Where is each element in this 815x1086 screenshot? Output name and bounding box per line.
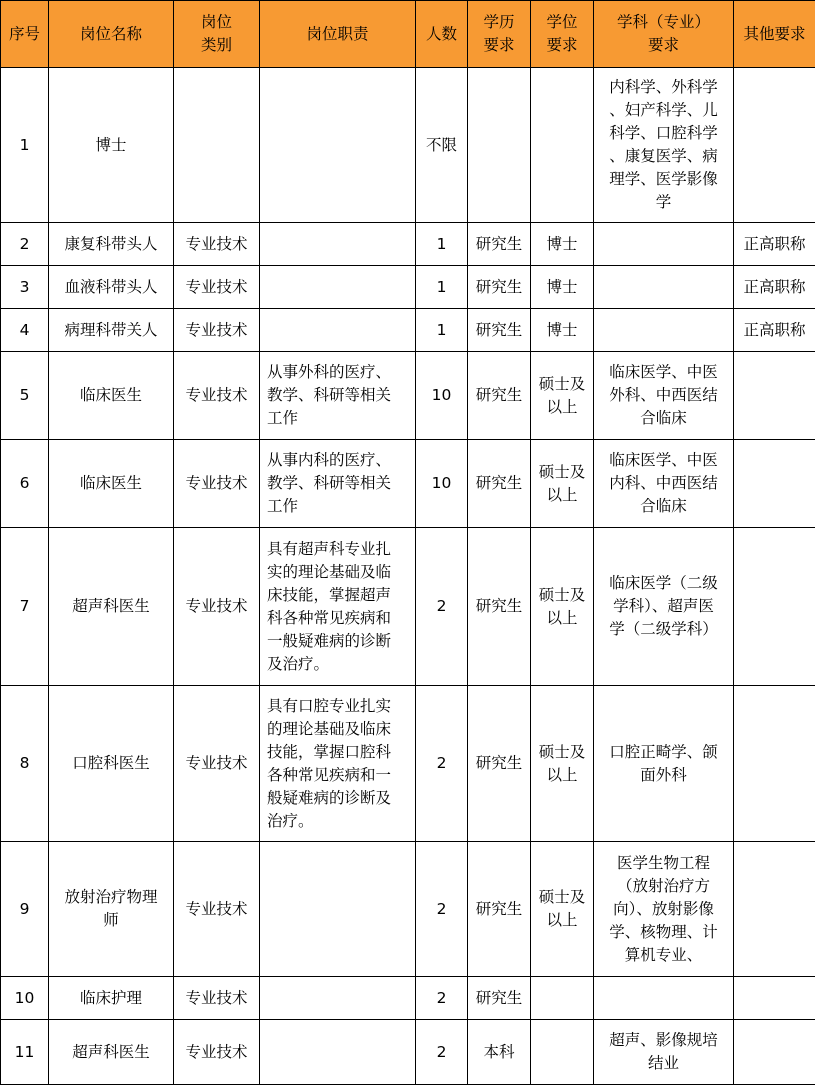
header-row	[1, 1, 815, 68]
cell-count: 2	[416, 686, 468, 842]
cell-duty	[260, 842, 416, 977]
cell-count: 1	[416, 223, 468, 266]
cell-education: 研究生	[468, 686, 531, 842]
cell-major	[594, 977, 734, 1020]
cell-seq: 11	[1, 1020, 49, 1085]
cell-name-line: 临床医生	[79, 386, 142, 404]
cell-major	[594, 528, 734, 686]
cell-major-line: 内科学、外科学	[609, 78, 718, 96]
cell-category	[174, 68, 260, 223]
table-row	[1, 842, 815, 977]
cell-degree-line: 硕士及	[538, 374, 586, 393]
cell-duty-line: 及治疗。	[267, 654, 330, 673]
cell-other	[734, 1020, 815, 1085]
header-category-line: 岗位	[200, 13, 232, 31]
header-count: 人数	[416, 1, 468, 68]
cell-duty-line: 工作	[267, 497, 299, 515]
cell-name	[49, 440, 174, 528]
cell-degree	[531, 68, 594, 223]
cell-category: 专业技术	[174, 309, 260, 352]
table-row	[1, 528, 815, 686]
cell-major-line: 临床医学、中医	[609, 451, 718, 469]
cell-name-line: 超声科医生	[72, 597, 150, 615]
cell-major-line: 外科、中西医结	[609, 386, 718, 404]
cell-major	[594, 266, 734, 309]
cell-name	[49, 309, 174, 352]
cell-education: 研究生	[468, 352, 531, 440]
cell-other	[734, 352, 815, 440]
cell-major-line: 结业	[647, 1054, 679, 1072]
cell-seq: 9	[1, 842, 49, 977]
cell-education: 研究生	[468, 223, 531, 266]
cell-other	[734, 68, 815, 223]
cell-degree	[531, 1020, 594, 1085]
header-other: 其他要求	[734, 1, 815, 68]
cell-duty-line: 工作	[267, 409, 299, 427]
cell-seq: 1	[1, 68, 49, 223]
cell-duty	[260, 977, 416, 1020]
cell-major-line: 合临床	[640, 497, 687, 515]
cell-count: 10	[416, 440, 468, 528]
cell-duty	[260, 266, 416, 309]
cell-category: 专业技术	[174, 440, 260, 528]
cell-category: 专业技术	[174, 223, 260, 266]
cell-major-line: 学科）、超声医	[613, 597, 714, 615]
cell-seq: 2	[1, 223, 49, 266]
cell-degree-line: 以上	[546, 485, 578, 504]
cell-degree	[531, 352, 594, 440]
cell-duty-line: 具有口腔专业扎实	[267, 696, 392, 715]
cell-duty-line: 般疑难病的诊断及	[267, 788, 392, 807]
cell-count: 不限	[416, 68, 468, 223]
cell-duty	[260, 440, 416, 528]
cell-count: 10	[416, 352, 468, 440]
cell-name-line: 口腔科医生	[72, 754, 150, 772]
cell-degree	[531, 842, 594, 977]
cell-category: 专业技术	[174, 528, 260, 686]
cell-degree-line: 以上	[546, 397, 578, 416]
cell-duty	[260, 352, 416, 440]
header-major-line: 要求	[647, 36, 679, 54]
cell-other	[734, 686, 815, 842]
cell-other	[734, 842, 815, 977]
header-major-line: 学科（专业）	[616, 13, 710, 31]
cell-other: 正高职称	[734, 309, 815, 352]
header-education-line: 要求	[483, 36, 515, 54]
cell-name-line: 临床医生	[79, 474, 142, 492]
cell-duty-line: 从事内科的医疗、	[267, 451, 392, 469]
cell-count: 2	[416, 977, 468, 1020]
table-row	[1, 309, 815, 352]
cell-major-line: 内科、中西医结	[609, 474, 718, 492]
table-row	[1, 223, 815, 266]
cell-major-line: 、康复医学、病	[609, 147, 718, 165]
header-duty: 岗位职责	[260, 1, 416, 68]
cell-count: 2	[416, 842, 468, 977]
cell-name-line: 康复科带头人	[64, 234, 158, 253]
cell-major-line: 、妇产科学、儿	[609, 101, 718, 119]
cell-duty-line: 具有超声科专业扎	[267, 539, 392, 558]
cell-education	[468, 68, 531, 223]
cell-major-line: 算机专业、	[624, 945, 703, 964]
cell-degree-line: 以上	[546, 608, 578, 627]
cell-education: 研究生	[468, 440, 531, 528]
header-degree-line: 要求	[546, 36, 578, 54]
cell-name	[49, 266, 174, 309]
table-row	[1, 1020, 815, 1085]
cell-education: 研究生	[468, 528, 531, 686]
cell-duty	[260, 1020, 416, 1085]
cell-major-line: 向）、放射影像	[613, 899, 714, 918]
cell-name	[49, 528, 174, 686]
header-category	[174, 1, 260, 68]
cell-duty-line: 技能，掌握口腔科	[267, 742, 392, 761]
table-row	[1, 266, 815, 309]
cell-education: 研究生	[468, 309, 531, 352]
cell-major	[594, 1020, 734, 1085]
cell-degree-line: 硕士及	[538, 585, 586, 604]
cell-major-line: 学（二级学科）	[609, 620, 718, 638]
cell-duty-line: 治疗。	[267, 811, 314, 830]
cell-major	[594, 440, 734, 528]
header-category-line: 类别	[200, 36, 232, 54]
cell-major-line: 学、核物理、计	[609, 922, 718, 941]
cell-seq: 7	[1, 528, 49, 686]
cell-other: 正高职称	[734, 223, 815, 266]
header-education-line: 学历	[483, 13, 515, 31]
cell-duty	[260, 686, 416, 842]
cell-count: 2	[416, 528, 468, 686]
cell-major-line: 口腔正畸学、颌	[609, 742, 718, 761]
cell-duty-line: 各种常见疾病和一	[267, 765, 392, 784]
cell-duty-line: 科各种常见疾病和	[267, 608, 392, 627]
cell-degree-line: 博士	[546, 320, 578, 339]
cell-major-line: 合临床	[640, 409, 687, 427]
cell-degree	[531, 977, 594, 1020]
header-name: 岗位名称	[49, 1, 174, 68]
header-degree	[531, 1, 594, 68]
cell-category: 专业技术	[174, 686, 260, 842]
cell-category: 专业技术	[174, 266, 260, 309]
cell-name	[49, 686, 174, 842]
cell-major	[594, 352, 734, 440]
cell-name-line: 放射治疗物理	[64, 888, 158, 906]
cell-seq: 5	[1, 352, 49, 440]
cell-degree	[531, 309, 594, 352]
cell-count: 1	[416, 266, 468, 309]
cell-duty-line: 教学、科研等相关	[267, 474, 392, 492]
cell-name-line: 病理科带关人	[64, 320, 158, 339]
cell-degree	[531, 223, 594, 266]
cell-degree-line: 博士	[546, 277, 578, 296]
cell-duty	[260, 223, 416, 266]
header-seq: 序号	[1, 1, 49, 68]
cell-name-line: 师	[103, 911, 119, 929]
cell-seq: 6	[1, 440, 49, 528]
cell-seq: 4	[1, 309, 49, 352]
cell-major	[594, 842, 734, 977]
cell-degree	[531, 528, 594, 686]
cell-major-line: 学	[655, 193, 672, 211]
cell-major	[594, 686, 734, 842]
cell-major-line: 临床医学、中医	[609, 363, 718, 381]
cell-other	[734, 440, 815, 528]
table-row	[1, 686, 815, 842]
cell-category: 专业技术	[174, 842, 260, 977]
cell-name-line: 超声科医生	[72, 1042, 150, 1061]
cell-count: 1	[416, 309, 468, 352]
cell-major	[594, 309, 734, 352]
cell-other: 正高职称	[734, 266, 815, 309]
header-major	[594, 1, 734, 68]
cell-major	[594, 223, 734, 266]
cell-degree	[531, 266, 594, 309]
cell-major-line: 科学、口腔科学	[609, 124, 718, 142]
cell-seq: 3	[1, 266, 49, 309]
cell-duty-line: 床技能，掌握超声	[267, 585, 392, 604]
table-body	[1, 68, 815, 1085]
cell-major-line: 理学、医学影像	[609, 170, 718, 188]
cell-degree-line: 硕士及	[538, 462, 586, 481]
header-degree-line: 学位	[546, 13, 578, 31]
cell-seq: 8	[1, 686, 49, 842]
cell-degree-line: 硕士及	[538, 888, 586, 906]
table-row	[1, 352, 815, 440]
table-row	[1, 68, 815, 223]
cell-education: 本科	[468, 1020, 531, 1085]
cell-name	[49, 1020, 174, 1085]
cell-education: 研究生	[468, 266, 531, 309]
cell-duty-line: 实的理论基础及临	[267, 562, 392, 581]
cell-name	[49, 977, 174, 1020]
cell-name-line: 血液科带头人	[64, 277, 158, 296]
cell-name	[49, 223, 174, 266]
cell-major-line: 超声、影像规培	[609, 1031, 718, 1049]
table-row	[1, 440, 815, 528]
cell-degree-line: 以上	[546, 765, 578, 784]
cell-duty	[260, 309, 416, 352]
header-education	[468, 1, 531, 68]
cell-other	[734, 528, 815, 686]
cell-category: 专业技术	[174, 352, 260, 440]
cell-education: 研究生	[468, 977, 531, 1020]
cell-name-line: 临床护理	[79, 988, 142, 1007]
cell-category: 专业技术	[174, 977, 260, 1020]
cell-category: 专业技术	[174, 1020, 260, 1085]
cell-degree-line: 硕士及	[538, 742, 586, 761]
cell-name	[49, 68, 174, 223]
cell-education: 研究生	[468, 842, 531, 977]
cell-seq: 10	[1, 977, 49, 1020]
cell-name-line: 博士	[95, 135, 127, 154]
cell-duty	[260, 528, 416, 686]
cell-name	[49, 842, 174, 977]
cell-duty	[260, 68, 416, 223]
table-row	[1, 977, 815, 1020]
cell-duty-line: 从事外科的医疗、	[267, 363, 392, 381]
cell-count: 2	[416, 1020, 468, 1085]
cell-major-line: 面外科	[640, 765, 687, 784]
cell-degree-line: 博士	[546, 234, 578, 253]
cell-degree-line: 以上	[546, 911, 578, 929]
cell-name	[49, 352, 174, 440]
cell-major-line: （放射治疗方	[616, 876, 710, 895]
cell-degree	[531, 686, 594, 842]
cell-major-line: 临床医学（二级	[609, 574, 718, 592]
cell-duty-line: 一般疑难病的诊断	[267, 631, 392, 650]
cell-duty-line: 教学、科研等相关	[267, 386, 392, 404]
cell-degree	[531, 440, 594, 528]
cell-major-line: 医学生物工程	[616, 853, 710, 872]
cell-duty-line: 的理论基础及临床	[267, 719, 392, 738]
cell-other	[734, 977, 815, 1020]
cell-major	[594, 68, 734, 223]
